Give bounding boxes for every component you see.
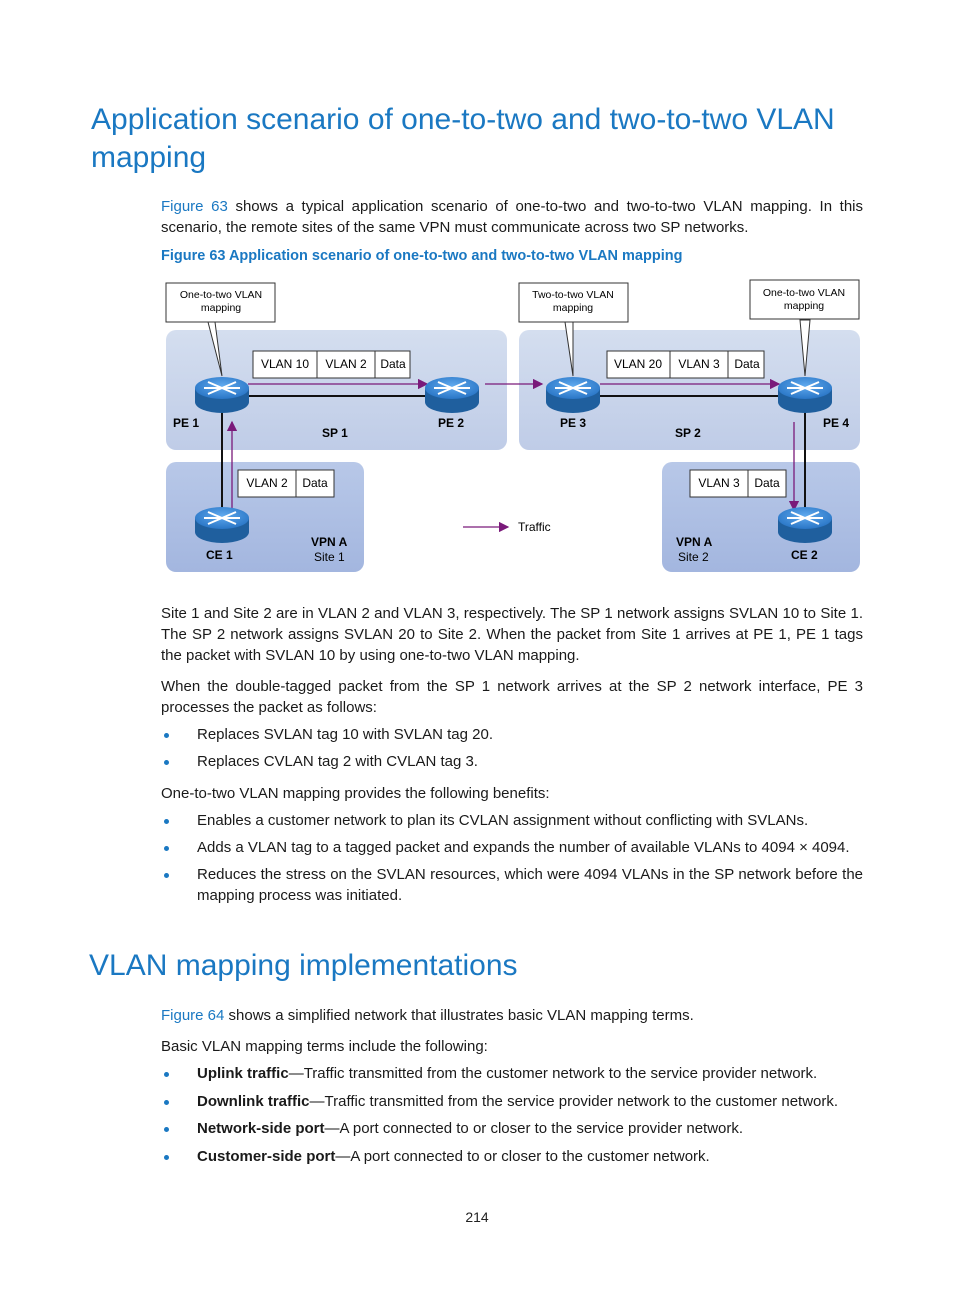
terms-list [161,1063,863,1167]
sp1-packet-cvlan: VLAN 2 [325,357,367,371]
list-item [161,1063,863,1084]
benefits-list [161,810,863,906]
section-title-line2: mapping [91,141,207,174]
list-item [161,751,863,772]
ce1-router-icon [195,507,249,543]
pe4-router-icon [778,377,832,413]
term-desc: —Traffic transmitted from the customer network to the service provider network. [288,1065,818,1082]
list-item [161,1091,863,1112]
term-desc: —A port connected to or closer to the service provider network. [324,1120,744,1137]
figure-caption: Figure 63 Application scenario of one-to-two and two-to-two VLAN mapping [161,248,683,264]
page-number: 214 [465,1209,489,1225]
pe2-router-icon [425,377,479,413]
ce2-router-icon [778,507,832,543]
list-item-text: Reduces the stress on the SVLAN resources, which were 4094 VLANs in the SP network before the mapping process was initiated. [197,866,863,904]
section2-terms-intro: Basic VLAN mapping terms include the following: [161,1038,488,1055]
label-pe4: PE 4 [823,416,850,430]
list-item [161,864,863,906]
section-title [91,101,891,177]
section-title-line1: Application scenario of one-to-two and two-to-two VLAN [91,103,835,136]
pe3-router-icon [546,377,600,413]
sp1-packet-data: Data [380,357,406,371]
intro-text: shows a typical application scenario of one-to-two and two-to-two VLAN mapping. In this scenario, the remote sites of the same VPN must communicate across two SP networks. [161,198,863,236]
figure-64-link[interactable]: Figure 64 [161,1007,225,1024]
list-item-text: Enables a customer network to plan its CVLAN assignment without conflicting with SVLANs. [197,812,809,829]
list-item [161,837,863,858]
para-sites: Site 1 and Site 2 are in VLAN 2 and VLAN 3, respectively. The SP 1 network assigns SVLAN 10 to Site 1. The SP 2 network assigns SVLAN 20 to Site 2. When the packet from Site 1 arrives at PE 1, PE 1 tags the packet with SVLAN 10 by using one-to-two VLAN mapping. [161,605,863,664]
figure-63-link[interactable]: Figure 63 [161,198,228,215]
site1-packet-vlan: VLAN 2 [246,476,288,490]
list-item [161,810,863,831]
callout-left-line2: mapping [200,302,242,314]
callout-right-line2: mapping [783,300,825,312]
sp2-packet-cvlan: VLAN 3 [678,357,720,371]
label-ce2: CE 2 [791,548,818,562]
term-desc: —Traffic transmitted from the service provider network to the customer network. [309,1092,839,1110]
list-item-text: Replaces CVLAN tag 2 with CVLAN tag 3. [197,753,478,770]
para-double-tagged: When the double-tagged packet from the SP 1 network arrives at the SP 2 network interface, PE 3 processes the packet as follows: [161,678,863,716]
list-item-text: Adds a VLAN tag to a tagged packet and expands the number of available VLANs to 4094 × 4094. [197,839,850,856]
list-item [161,1146,863,1167]
label-site2: Site 2 [678,550,709,564]
list-item-text: Replaces SVLAN tag 10 with SVLAN tag 20. [197,726,494,743]
intro-paragraph [161,196,863,238]
sp1-packet-svlan: VLAN 10 [260,357,310,371]
term-label: Uplink traffic [197,1065,289,1082]
label-pe3: PE 3 [560,416,587,430]
section2-title: VLAN mapping implementations [89,949,518,982]
callout-mid-line1: Two-to-two VLAN [532,289,614,301]
label-vpna-site2: VPN A [676,535,713,549]
term-label: Downlink traffic [197,1092,310,1110]
label-pe2: PE 2 [438,416,465,430]
pe1-router-icon [195,377,249,413]
pe3-process-list [161,724,863,772]
term-desc: —A port connected to or closer to the customer network. [335,1147,710,1165]
section2-intro-text: shows a simplified network that illustrates basic VLAN mapping terms. [224,1007,694,1024]
section2-intro [161,1005,863,1026]
list-item [161,724,863,745]
callout-left-line1: One-to-two VLAN [179,289,263,301]
sp2-packet-svlan: VLAN 20 [613,357,663,371]
sp2-packet-data: Data [734,357,760,371]
site2-packet-data: Data [754,476,780,490]
site2-packet-vlan: VLAN 3 [698,476,740,490]
label-traffic-legend: Traffic [518,520,551,534]
term-label: Network-side port [197,1120,325,1137]
term-label: Customer-side port [197,1147,336,1165]
label-sp1: SP 1 [322,426,348,440]
site1-packet-data: Data [302,476,328,490]
vlan-mapping-diagram [160,276,870,578]
para-benefits-intro: One-to-two VLAN mapping provides the following benefits: [161,785,550,802]
label-site1: Site 1 [314,550,345,564]
label-vpna-site1: VPN A [311,535,348,549]
list-item [161,1118,863,1139]
label-pe1: PE 1 [173,416,200,430]
label-sp2: SP 2 [675,426,701,440]
label-ce1: CE 1 [206,548,233,562]
callout-mid-line2: mapping [552,302,594,314]
callout-right-line1: One-to-two VLAN [762,287,846,299]
